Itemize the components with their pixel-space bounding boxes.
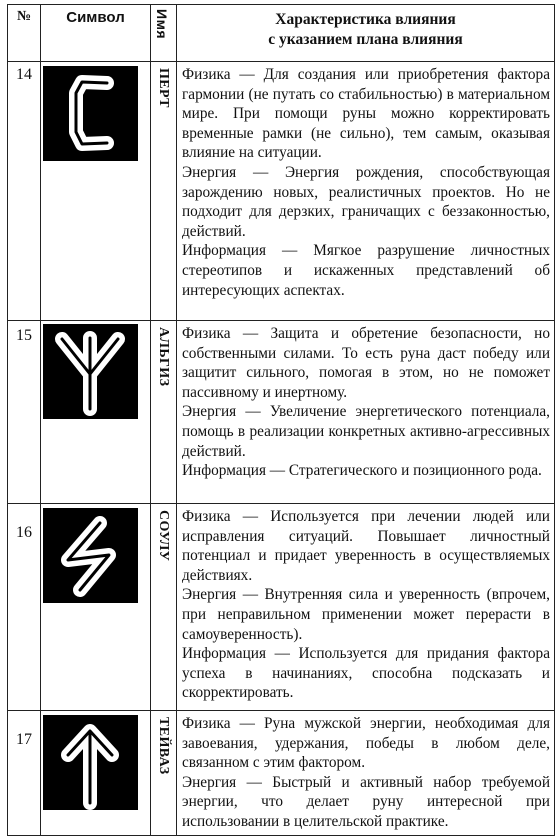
header-description-line2: с указанием плана влияния [268, 31, 463, 48]
name-cell [151, 504, 177, 711]
description-cell [177, 321, 555, 504]
physics-text: Физика — Для создания или приобретения фактора гармонии (не путать со стабильностью) в материальном мире. При помощи руны можно корректировать временные рамки (не сильно), тем самым, оказывая влияние на ситуации. [182, 66, 550, 162]
physics-text: Физика — Используется при лечении людей или исправления ситуаций. Повышает личностный потенциал и придает уверенность в осуществляемых действиях. [182, 508, 550, 584]
table-row [8, 711, 555, 836]
header-name: Имя [154, 9, 170, 40]
row-number: 17 [8, 711, 41, 836]
rune-name: СОУЛУ [156, 510, 171, 562]
pert-rune-icon [43, 66, 138, 161]
symbol-cell [41, 711, 151, 836]
description-cell [177, 711, 555, 836]
rune-table [7, 4, 555, 836]
tiwaz-rune-icon [43, 715, 138, 810]
symbol-cell [41, 321, 151, 504]
sowilo-rune-icon [43, 508, 138, 603]
table-row [8, 62, 555, 321]
name-cell [151, 711, 177, 836]
energy-text: Энергия — Внутренняя сила и уверенность (впрочем, при неправильном применении может перерасти в самоуверенность). [182, 586, 550, 643]
information-text: Информация — Используется для придания фактора успеха в начинаниях, способна подсказать и скорректировать. [182, 645, 550, 702]
rune-name: ТЕЙВАЗ [156, 717, 171, 775]
header-name-cell [151, 5, 177, 62]
description-cell [177, 62, 555, 321]
header-description-line1: Характеристика влияния [275, 11, 456, 28]
description-cell [177, 504, 555, 711]
table-header-row [8, 5, 555, 62]
table-row [8, 504, 555, 711]
header-number: № [8, 5, 41, 62]
algiz-rune-icon [43, 324, 138, 419]
information-text: Информация — Стратегического и позиционного рода. [182, 462, 542, 480]
row-number: 15 [8, 321, 41, 504]
rune-name: ПЕРТ [156, 68, 171, 108]
information-text: Информация — Мягкое разрушение личностных стереотипов и искаженных представлений об интересующих аспектах. [182, 242, 550, 299]
name-cell [151, 321, 177, 504]
name-cell [151, 62, 177, 321]
energy-text: Энергия — Быстрый и активный набор требуемой энергии, что делает руну интересной при использовании в целительской практике. [182, 773, 550, 830]
energy-text: Энергия — Энергия рождения, способствующая зарождению новых, реалистичных проектов. Но не подходит для дерзких, граничащих с беззаконностью, действий. [182, 163, 550, 240]
header-symbol: Символ [41, 5, 151, 62]
energy-text: Энергия — Увеличение энергетического потенциала, помощь в реализации конкретных активно-агрессивных действий. [182, 403, 550, 460]
rune-name: АЛЬГИЗ [156, 327, 171, 387]
physics-text: Физика — Руна мужской энергии, необходимая для завоевания, удержания, победы в любом деле, связанном с этим фактором. [182, 715, 550, 772]
row-number: 14 [8, 62, 41, 321]
symbol-cell [41, 62, 151, 321]
header-description [177, 5, 555, 62]
symbol-cell [41, 504, 151, 711]
physics-text: Физика — Защита и обретение безопасности, но собственными силами. То есть руна даст победу или защитит сильного, помогая в этом, но не поможет пассивному и инертному. [182, 325, 550, 401]
row-number: 16 [8, 504, 41, 711]
table-row [8, 321, 555, 504]
